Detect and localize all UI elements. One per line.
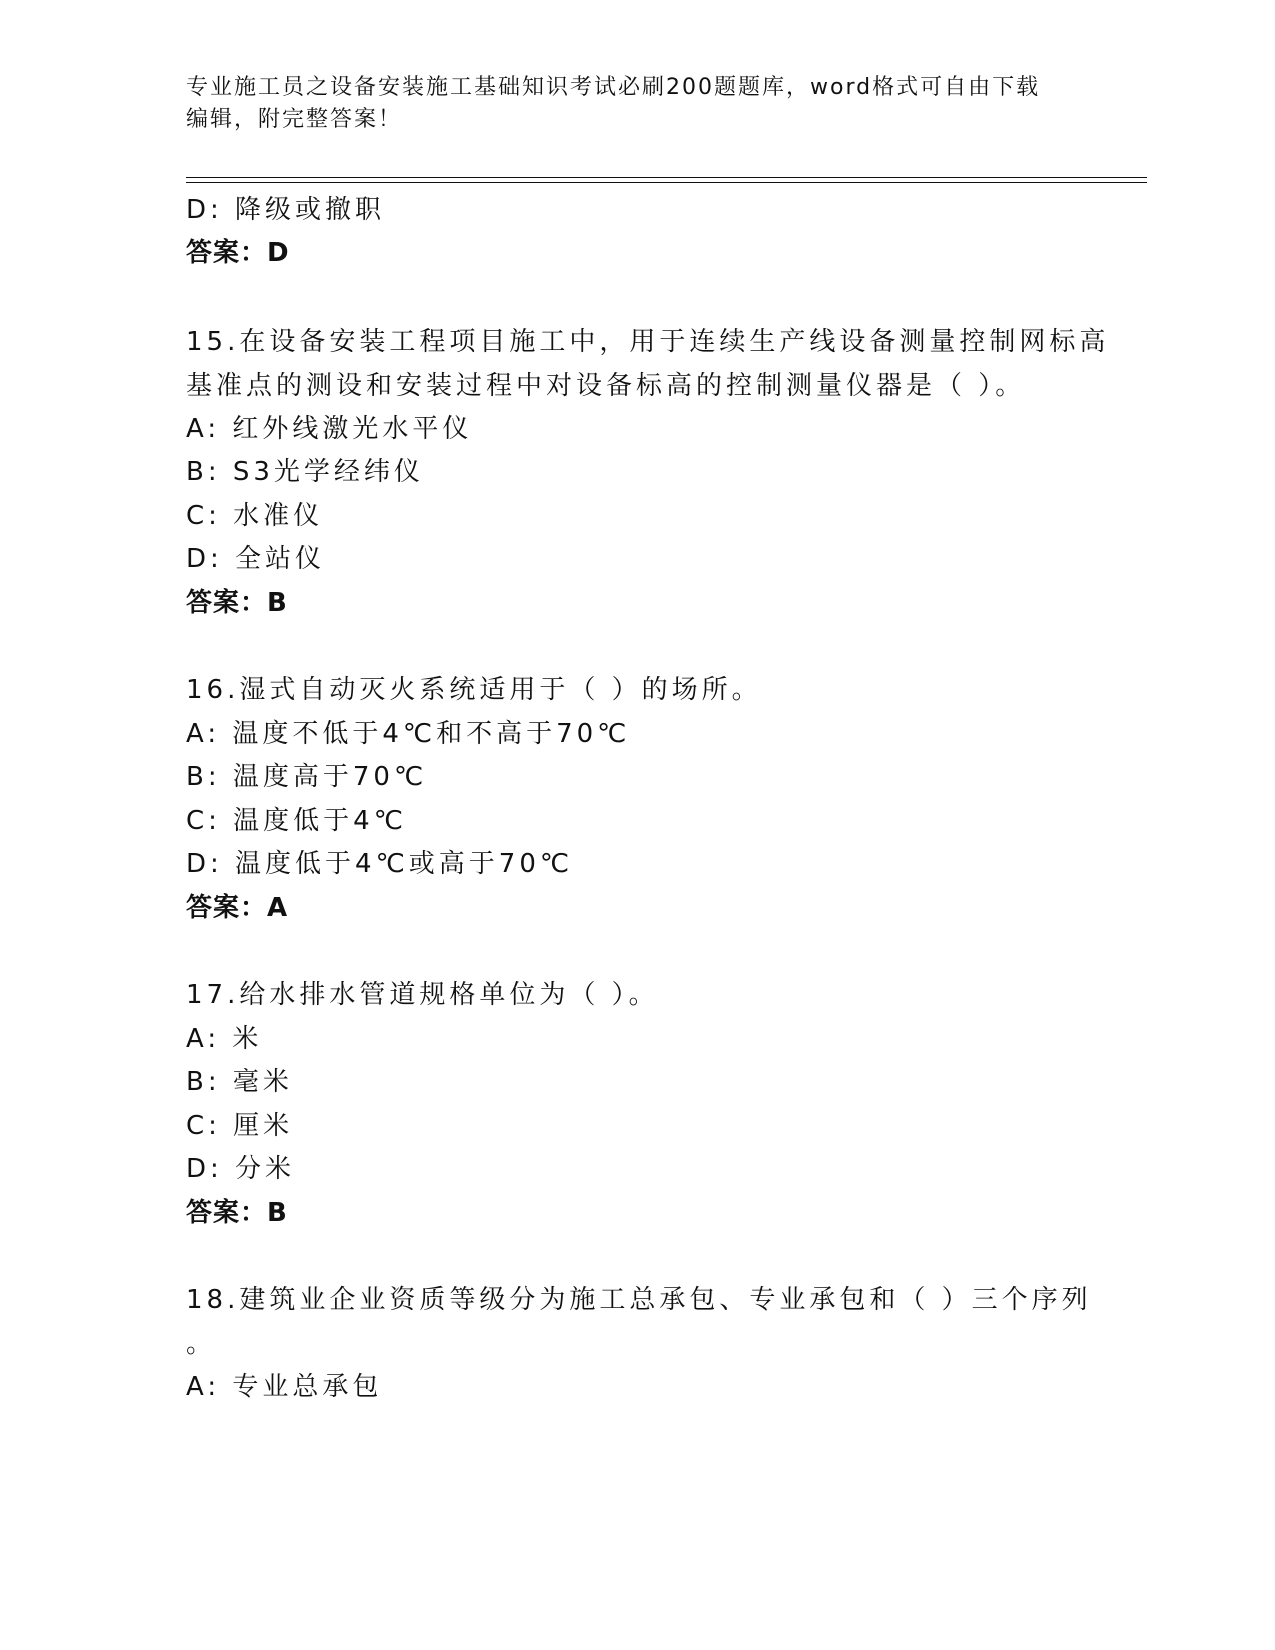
option-line: C: 水准仪 [186, 501, 324, 531]
header-line-1: 专业施工员之设备安装施工基础知识考试必刷200题题库，word格式可自由下载 [186, 75, 1041, 100]
option-line: B: 温度高于70℃ [186, 762, 428, 792]
option-line: A: 红外线激光水平仪 [186, 414, 473, 444]
answer-line: 答案：D [186, 238, 290, 268]
question-line: 16.湿式自动灭火系统适用于（ ）的场所。 [186, 675, 762, 705]
option-line: B: S3光学经纬仪 [186, 457, 424, 487]
option-line: A: 米 [186, 1024, 263, 1054]
header-line-2: 编辑，附完整答案！ [186, 107, 403, 132]
question-line: 18.建筑业企业资质等级分为施工总承包、专业承包和（ ）三个序列 [186, 1285, 1092, 1315]
question-line: 15.在设备安装工程项目施工中，用于连续生产线设备测量控制网标高 [186, 327, 1110, 357]
answer-line: 答案：A [186, 893, 289, 923]
option-line: D: 分米 [186, 1154, 296, 1184]
document-header [186, 72, 1086, 136]
question-line: 。 [186, 1329, 217, 1359]
option-line: C: 温度低于4℃ [186, 806, 407, 836]
question-line: 基准点的测设和安装过程中对设备标高的控制测量仪器是（ ）。 [186, 371, 1026, 401]
answer-line: 答案：B [186, 1198, 288, 1228]
header-divider-top [186, 177, 1147, 178]
option-line: D: 全站仪 [186, 544, 326, 574]
option-line: D: 降级或撤职 [186, 195, 386, 225]
header-divider-bottom [186, 182, 1147, 183]
question-line: 17.给水排水管道规格单位为（ ）。 [186, 980, 659, 1010]
option-line: A: 温度不低于4℃和不高于70℃ [186, 719, 631, 749]
answer-line: 答案：B [186, 588, 288, 618]
option-line: B: 毫米 [186, 1067, 293, 1097]
option-line: D: 温度低于4℃或高于70℃ [186, 849, 574, 879]
option-line: A: 专业总承包 [186, 1372, 383, 1402]
option-line: C: 厘米 [186, 1111, 294, 1141]
